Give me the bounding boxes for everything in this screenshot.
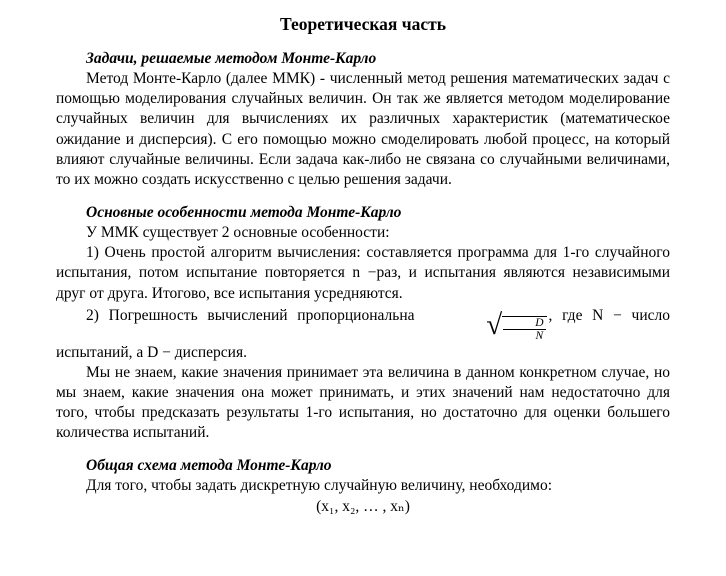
paragraph-mmk-definition: Метод Монте-Карло (далее ММК) - численный метод решения математических задач с помощью моделирования случайных величин. Он так же является методом моделирование случайных величин для вычислениях их различных характеристик (математическое ожидание и дисперсия). С его помощью можно смоделировать любой процесс, на который влияют случайные величины. Если задача как-либо не связана со случайными величинами, то их можно создать искусственно с целью решения задачи. xyxy=(56,70,670,188)
paragraph-feature-two xyxy=(56,306,670,363)
formula-prefix-text: 2) Погрешность вычислений пропорциональна xyxy=(86,306,415,324)
section-heading-tasks: Задачи, решаемые методом Монте-Карло xyxy=(86,50,377,67)
paragraph-unknown-values: Мы не знаем, какие значения принимает эта величина в данном конкретном случае, но мы знаем, какие значения она может принимать, и этих значений нам недостаточно для того, чтобы предсказать результаты 1-го испытания, но достаточно для оценки большего количества испытаний. xyxy=(56,363,670,442)
section-heading-features: Основные особенности метода Монте-Карло xyxy=(86,203,402,221)
formula-suffix-text: , где N − число испытаний, а D − дисперсия. xyxy=(56,306,671,361)
formula-cut-off: (x₁, x₂, … , xₙ) xyxy=(316,497,410,515)
spacer xyxy=(56,443,670,456)
radical-sign: √ xyxy=(486,308,503,341)
sqrt-formula xyxy=(426,308,546,343)
spacer xyxy=(56,190,670,203)
paragraph-feature-one: 1) Очень простой алгоритм вычисления: составляется программа для 1-го случайного испытания, потом испытание повторяется n −раз, и испытания являются независимыми друг от друга. Итогово, все испытания усредняются. xyxy=(56,244,670,302)
fraction-denominator: N xyxy=(535,329,544,342)
paragraph-features-intro: У ММК существует 2 основные особенности: xyxy=(86,224,390,242)
page-title: Теоретическая часть xyxy=(280,14,446,34)
fraction xyxy=(502,316,546,342)
fraction-numerator: D xyxy=(503,317,545,330)
paragraph-scheme-intro: Для того, чтобы задать дискретную случайную величину, необходимо: xyxy=(86,477,553,495)
section-heading-scheme: Общая схема метода Монте-Карло xyxy=(86,457,332,475)
